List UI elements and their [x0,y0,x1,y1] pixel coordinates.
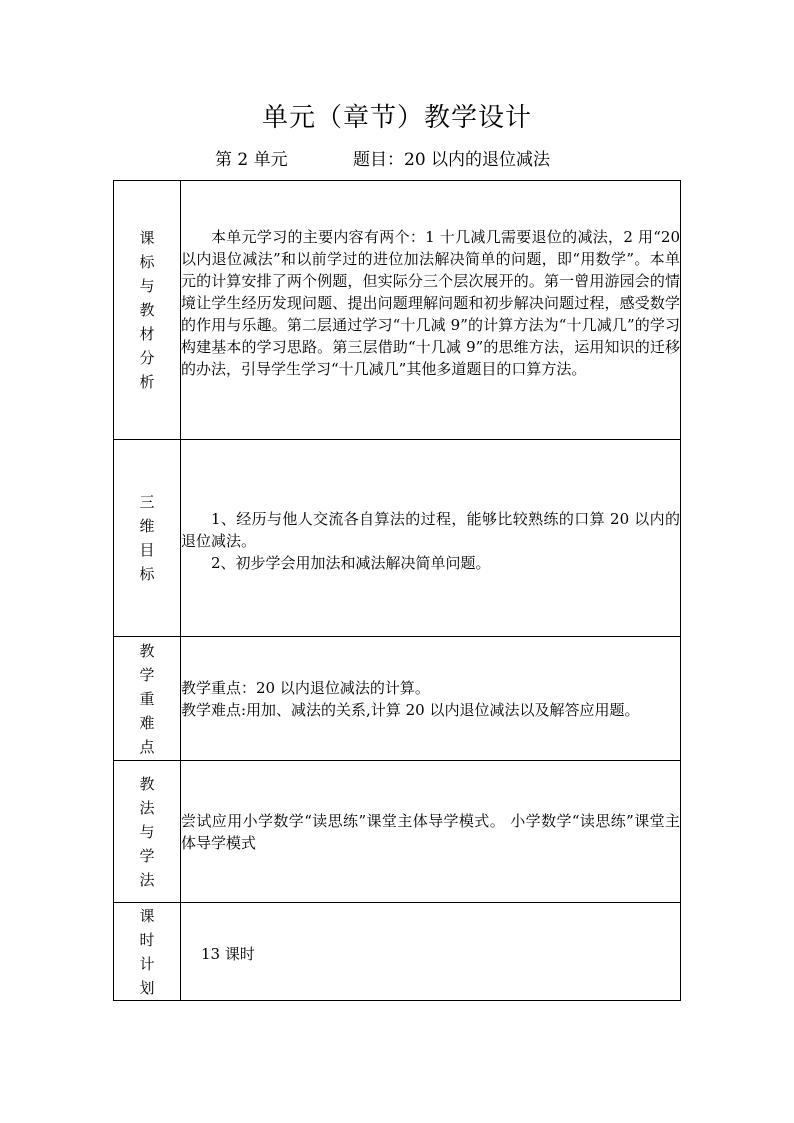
table-row-teaching-methods [114,761,681,903]
row-content-cell [181,903,681,1001]
row-label-cell [114,637,181,761]
goal-item-1: 1、经历与他人交流各自算法的过程，能够比较熟练的口算 20 以内的退位减法。 [181,510,680,550]
goal-item-2: 2、初步学会用加法和减法解决简单问题。 [211,554,491,572]
row-label-cell [114,440,181,637]
lesson-plan-table [113,180,681,1001]
curriculum-analysis-text: 本单元学习的主要内容有两个：1 十几减几需要退位的减法，2 用“20 以内退位减法”和以前学过的进位加法解决简单的问题，即“用数学”。本单元的计算安排了两个例题，但实际分三个层次展开的。第一曾用游园会的情境让学生经历发现问题、提出问题理解问题和初步解决问题过程，感受数学的作用与乐趣。第二层通过学习“十几减 9”的计算方法为“十几减几”的学习构建基本的学习思路。第三层借助“十几减 9”的思维方法，运用知识的迁移的办法，引导学生学习“十几减几”其他多道题目的口算方法。 [181,228,680,378]
row-label-cell [114,761,181,903]
table-row-lesson-schedule [114,903,681,1001]
table-row-key-difficult-points [114,637,681,761]
unit-label: 第 2 单元 [215,150,288,170]
teaching-methods-text: 尝试应用小学数学“读思练”课堂主体导学模式。 小学数学“读思练”课堂主体导学模式 [181,811,680,852]
row-label-cell [114,181,181,440]
table-row-curriculum-analysis [114,181,681,440]
key-point-text: 教学重点：20 以内退位减法的计算。 [181,678,430,697]
row-label-cell [114,903,181,1001]
row-label-teaching-methods: 教法与学法 [139,774,155,889]
topic-label: 题目：20 以内的退位减法 [353,150,551,170]
row-content-cell [181,637,681,761]
page-title: 单元（章节）教学设计 [261,103,532,133]
row-content-cell [181,181,681,440]
row-label-key-difficult-points: 教学重难点 [139,641,155,756]
row-content-cell [181,440,681,637]
row-label-three-dimensional-goals: 三维目标 [139,493,155,583]
lesson-count-text: 13 课时 [201,945,255,963]
row-content-cell [181,761,681,903]
row-label-lesson-schedule: 课时计划 [139,906,155,997]
row-label-curriculum-analysis: 课标与教材分析 [139,229,155,391]
difficult-point-text: 教学难点:用加、减法的关系,计算 20 以内退位减法以及解答应用题。 [181,700,640,719]
table-row-three-dimensional-goals [114,440,681,637]
